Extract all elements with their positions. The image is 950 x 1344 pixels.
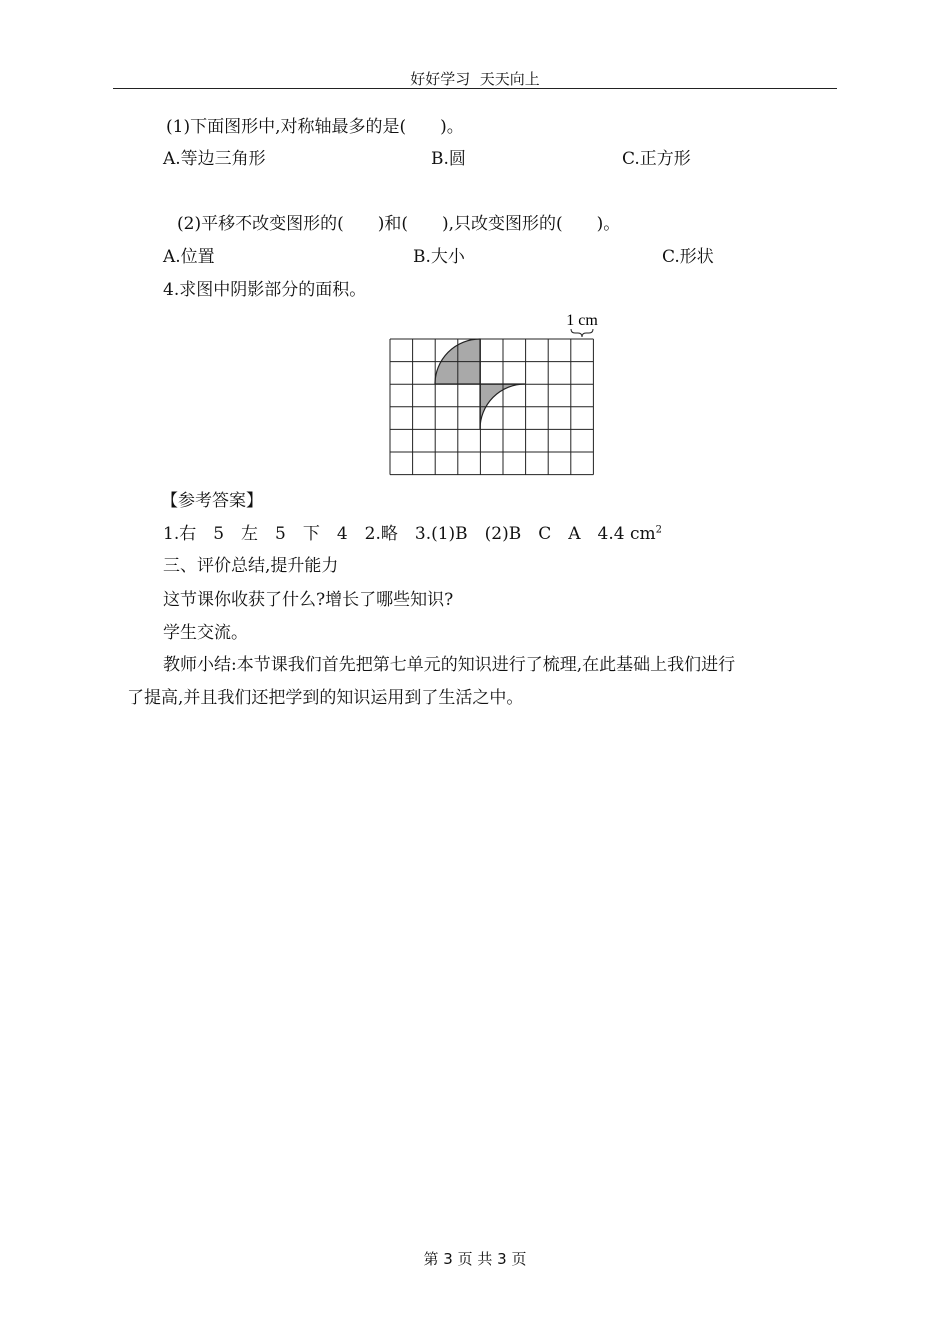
grid-diagram [386,306,600,478]
q1-option-b: B.圆 [431,149,466,169]
header-divider [113,88,837,89]
reflection-question: 这节课你收获了什么?增长了哪些知识? [163,590,454,610]
header-title: 好好学习 天天向上 [410,70,540,88]
answer-line [163,523,662,545]
student-activity: 学生交流。 [163,623,248,643]
q2-option-b: B.大小 [413,247,465,267]
q4-stem: 4.求图中阴影部分的面积。 [163,280,367,300]
page-footer: 第 3 页 共 3 页 [423,1250,527,1268]
scale-label: 1 cm [566,312,598,329]
unit-exponent: 2 [655,524,662,536]
q2-stem: (2)平移不改变图形的( )和( ),只改变图形的( )。 [177,214,621,234]
scale-bracket [571,329,593,337]
q2-option-c: C.形状 [662,247,714,267]
teacher-summary-line-1: 教师小结:本节课我们首先把第七单元的知识进行了梳理,在此基础上我们进行 [163,655,736,675]
teacher-summary-line-2: 了提高,并且我们还把学到的知识运用到了生活之中。 [127,688,524,708]
q2-option-a: A.位置 [163,247,215,267]
q1-stem: (1)下面图形中,对称轴最多的是( )。 [166,117,464,137]
answer-text: 1.右 5 左 5 下 4 2.略 3.(1)B (2)B C A 4.4 cm [163,524,656,544]
answer-heading: 【参考答案】 [161,491,263,511]
grid-lines [390,339,593,475]
shaded-area-figure [386,306,600,482]
q1-option-c: C.正方形 [622,149,691,169]
q1-option-a: A.等边三角形 [163,149,266,169]
section-3-title: 三、评价总结,提升能力 [163,556,339,576]
